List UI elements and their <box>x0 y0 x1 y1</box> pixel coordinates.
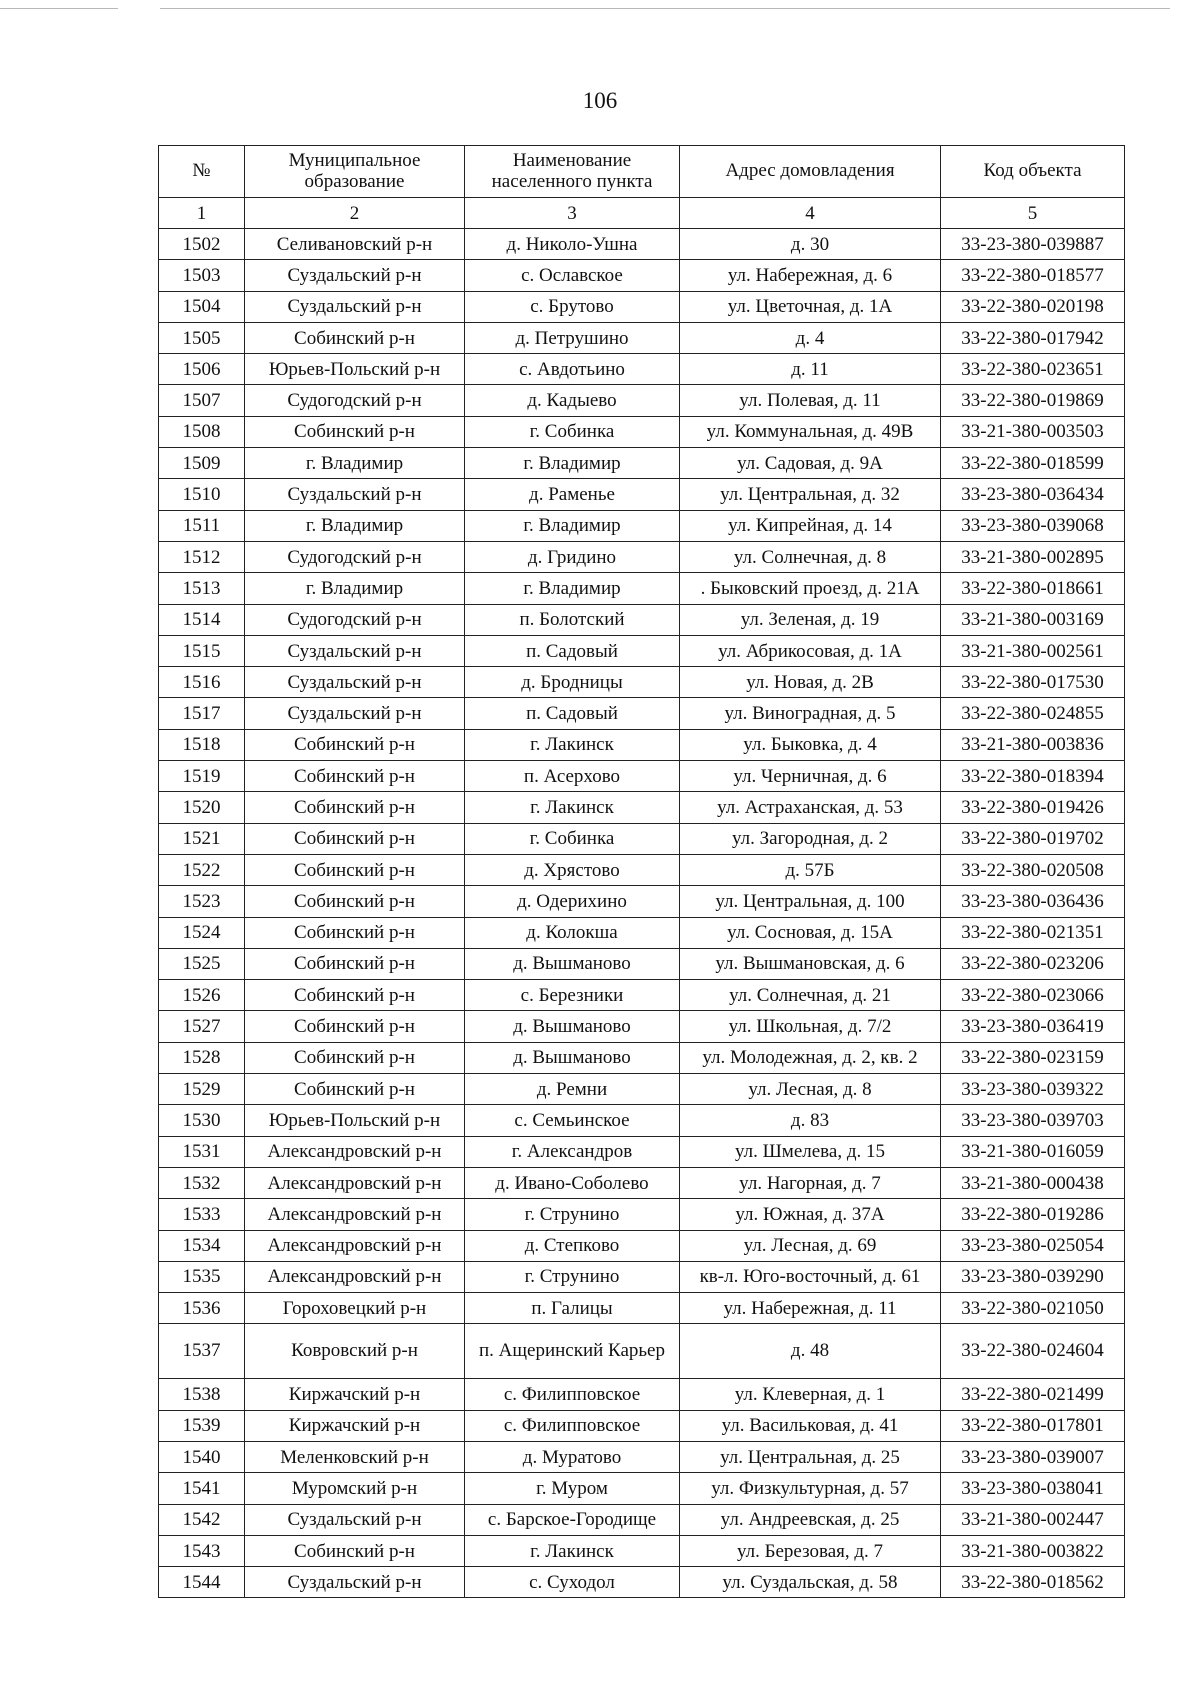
cell-address: ул. Кипрейная, д. 14 <box>680 510 941 541</box>
cell-settlement: г. Владимир <box>465 573 680 604</box>
cell-object-code: 33-21-380-003836 <box>941 729 1125 760</box>
cell-municipality: Александровский р-н <box>245 1261 465 1292</box>
cell-number: 1526 <box>159 980 245 1011</box>
table-header-row <box>159 146 1125 198</box>
cell-object-code: 33-22-380-018599 <box>941 448 1125 479</box>
cell-object-code: 33-23-380-039290 <box>941 1261 1125 1292</box>
cell-number: 1538 <box>159 1379 245 1410</box>
table-row <box>159 1167 1125 1198</box>
page-number: 106 <box>582 88 618 113</box>
header-object-code: Код объекта <box>941 146 1125 198</box>
table-row <box>159 1074 1125 1105</box>
cell-municipality: Суздальский р-н <box>245 1567 465 1598</box>
scan-edge-line <box>0 8 118 9</box>
table-row <box>159 823 1125 854</box>
cell-municipality: Селивановский р-н <box>245 229 465 260</box>
cell-number: 1519 <box>159 761 245 792</box>
cell-municipality: Собинский р-н <box>245 322 465 353</box>
cell-address: ул. Южная, д. 37А <box>680 1199 941 1230</box>
cell-number: 1503 <box>159 260 245 291</box>
cell-object-code: 33-21-380-002561 <box>941 635 1125 666</box>
cell-address: ул. Набережная, д. 11 <box>680 1293 941 1324</box>
cell-address: ул. Зеленая, д. 19 <box>680 604 941 635</box>
cell-number: 1542 <box>159 1504 245 1535</box>
column-number: 4 <box>680 198 941 229</box>
table-row <box>159 980 1125 1011</box>
cell-object-code: 33-22-380-021351 <box>941 917 1125 948</box>
table-row <box>159 448 1125 479</box>
cell-object-code: 33-22-380-019869 <box>941 385 1125 416</box>
cell-number: 1520 <box>159 792 245 823</box>
cell-address: ул. Абрикосовая, д. 1А <box>680 635 941 666</box>
cell-number: 1534 <box>159 1230 245 1261</box>
cell-settlement: д. Муратово <box>465 1441 680 1472</box>
cell-address: ул. Нагорная, д. 7 <box>680 1167 941 1198</box>
cell-object-code: 33-23-380-039068 <box>941 510 1125 541</box>
cell-settlement: г. Владимир <box>465 448 680 479</box>
column-number: 1 <box>159 198 245 229</box>
cell-address: ул. Андреевская, д. 25 <box>680 1504 941 1535</box>
column-number: 2 <box>245 198 465 229</box>
cell-address: ул. Вышмановская, д. 6 <box>680 948 941 979</box>
cell-municipality: Александровский р-н <box>245 1199 465 1230</box>
cell-address: ул. Садовая, д. 9А <box>680 448 941 479</box>
cell-settlement: д. Ивано-Соболево <box>465 1167 680 1198</box>
cell-object-code: 33-22-380-017530 <box>941 667 1125 698</box>
cell-settlement: г. Струнино <box>465 1199 680 1230</box>
cell-address: . Быковский проезд, д. 21А <box>680 573 941 604</box>
cell-number: 1522 <box>159 854 245 885</box>
cell-municipality: Собинский р-н <box>245 792 465 823</box>
cell-address: д. 11 <box>680 354 941 385</box>
cell-object-code: 33-21-380-003822 <box>941 1535 1125 1566</box>
cell-address: ул. Солнечная, д. 21 <box>680 980 941 1011</box>
table-row <box>159 886 1125 917</box>
cell-settlement: д. Гридино <box>465 541 680 572</box>
cell-address: ул. Физкультурная, д. 57 <box>680 1473 941 1504</box>
table-row <box>159 573 1125 604</box>
header-municipality: Муниципальное образование <box>245 146 465 198</box>
cell-object-code: 33-21-380-016059 <box>941 1136 1125 1167</box>
cell-municipality: Ковровский р-н <box>245 1324 465 1379</box>
cell-number: 1518 <box>159 729 245 760</box>
table-row <box>159 1473 1125 1504</box>
cell-address: ул. Молодежная, д. 2, кв. 2 <box>680 1042 941 1073</box>
cell-settlement: д. Кадыево <box>465 385 680 416</box>
cell-number: 1531 <box>159 1136 245 1167</box>
cell-number: 1535 <box>159 1261 245 1292</box>
cell-settlement: д. Колокша <box>465 917 680 948</box>
cell-municipality: Судогодский р-н <box>245 385 465 416</box>
cell-number: 1528 <box>159 1042 245 1073</box>
table-body <box>159 229 1125 1598</box>
table-row <box>159 948 1125 979</box>
table-row <box>159 1261 1125 1292</box>
cell-municipality: Суздальский р-н <box>245 291 465 322</box>
cell-number: 1537 <box>159 1324 245 1379</box>
cell-object-code: 33-23-380-039322 <box>941 1074 1125 1105</box>
table-row <box>159 635 1125 666</box>
table-row <box>159 1504 1125 1535</box>
cell-municipality: Собинский р-н <box>245 917 465 948</box>
cell-object-code: 33-22-380-023159 <box>941 1042 1125 1073</box>
header-number: № <box>159 146 245 198</box>
table-row <box>159 792 1125 823</box>
table-row <box>159 761 1125 792</box>
cell-object-code: 33-22-380-017801 <box>941 1410 1125 1441</box>
cell-municipality: Киржачский р-н <box>245 1379 465 1410</box>
column-number: 5 <box>941 198 1125 229</box>
cell-municipality: Собинский р-н <box>245 761 465 792</box>
cell-object-code: 33-22-380-018562 <box>941 1567 1125 1598</box>
cell-number: 1525 <box>159 948 245 979</box>
cell-address: д. 4 <box>680 322 941 353</box>
cell-object-code: 33-22-380-019286 <box>941 1199 1125 1230</box>
cell-address: ул. Быковка, д. 4 <box>680 729 941 760</box>
cell-municipality: г. Владимир <box>245 510 465 541</box>
cell-address: ул. Солнечная, д. 8 <box>680 541 941 572</box>
cell-address: ул. Центральная, д. 32 <box>680 479 941 510</box>
table-row <box>159 1535 1125 1566</box>
cell-settlement: г. Лакинск <box>465 729 680 760</box>
cell-number: 1536 <box>159 1293 245 1324</box>
cell-municipality: Киржачский р-н <box>245 1410 465 1441</box>
cell-number: 1540 <box>159 1441 245 1472</box>
cell-object-code: 33-23-380-025054 <box>941 1230 1125 1261</box>
table-row <box>159 260 1125 291</box>
cell-object-code: 33-21-380-000438 <box>941 1167 1125 1198</box>
cell-settlement: г. Муром <box>465 1473 680 1504</box>
table-row <box>159 1199 1125 1230</box>
cell-number: 1508 <box>159 416 245 447</box>
cell-municipality: Александровский р-н <box>245 1136 465 1167</box>
cell-municipality: Муромский р-н <box>245 1473 465 1504</box>
cell-number: 1541 <box>159 1473 245 1504</box>
scan-edge-line <box>370 8 1170 9</box>
cell-municipality: Суздальский р-н <box>245 635 465 666</box>
table-row <box>159 604 1125 635</box>
cell-object-code: 33-22-380-020198 <box>941 291 1125 322</box>
cell-address: ул. Шмелева, д. 15 <box>680 1136 941 1167</box>
cell-address: кв-л. Юго-восточный, д. 61 <box>680 1261 941 1292</box>
table-row <box>159 1379 1125 1410</box>
cell-address: ул. Суздальская, д. 58 <box>680 1567 941 1598</box>
cell-object-code: 33-21-380-003169 <box>941 604 1125 635</box>
cell-number: 1513 <box>159 573 245 604</box>
cell-settlement: с. Авдотьино <box>465 354 680 385</box>
cell-object-code: 33-22-380-018394 <box>941 761 1125 792</box>
table-row <box>159 479 1125 510</box>
cell-number: 1530 <box>159 1105 245 1136</box>
cell-object-code: 33-22-380-019702 <box>941 823 1125 854</box>
table-row <box>159 416 1125 447</box>
cell-settlement: п. Галицы <box>465 1293 680 1324</box>
cell-settlement: п. Ащеринский Карьер <box>465 1324 680 1379</box>
cell-municipality: Собинский р-н <box>245 886 465 917</box>
cell-settlement: д. Ремни <box>465 1074 680 1105</box>
header-address: Адрес домовладения <box>680 146 941 198</box>
cell-object-code: 33-22-380-019426 <box>941 792 1125 823</box>
cell-settlement: с. Филипповское <box>465 1379 680 1410</box>
cell-settlement: с. Барское-Городище <box>465 1504 680 1535</box>
scan-edge-line <box>160 8 400 9</box>
cell-number: 1523 <box>159 886 245 917</box>
cell-settlement: г. Владимир <box>465 510 680 541</box>
table-row <box>159 1567 1125 1598</box>
cell-object-code: 33-21-380-002895 <box>941 541 1125 572</box>
cell-municipality: Собинский р-н <box>245 980 465 1011</box>
table-row <box>159 854 1125 885</box>
cell-municipality: Юрьев-Польский р-н <box>245 354 465 385</box>
table-row <box>159 510 1125 541</box>
cell-settlement: д. Вышманово <box>465 948 680 979</box>
cell-number: 1539 <box>159 1410 245 1441</box>
table-row <box>159 385 1125 416</box>
cell-object-code: 33-22-380-021050 <box>941 1293 1125 1324</box>
table-row <box>159 698 1125 729</box>
cell-object-code: 33-23-380-039007 <box>941 1441 1125 1472</box>
cell-object-code: 33-23-380-036436 <box>941 886 1125 917</box>
cell-address: ул. Загородная, д. 2 <box>680 823 941 854</box>
table-row <box>159 1324 1125 1379</box>
cell-number: 1521 <box>159 823 245 854</box>
table-row <box>159 1105 1125 1136</box>
cell-settlement: д. Вышманово <box>465 1042 680 1073</box>
cell-municipality: Судогодский р-н <box>245 604 465 635</box>
table-row <box>159 354 1125 385</box>
cell-address: ул. Черничная, д. 6 <box>680 761 941 792</box>
cell-settlement: п. Болотский <box>465 604 680 635</box>
cell-number: 1516 <box>159 667 245 698</box>
cell-number: 1502 <box>159 229 245 260</box>
table-row <box>159 1136 1125 1167</box>
cell-settlement: д. Николо-Ушна <box>465 229 680 260</box>
header-settlement: Наименование населенного пункта <box>465 146 680 198</box>
cell-address: ул. Центральная, д. 25 <box>680 1441 941 1472</box>
cell-number: 1543 <box>159 1535 245 1566</box>
table-row <box>159 541 1125 572</box>
cell-object-code: 33-23-380-039703 <box>941 1105 1125 1136</box>
cell-settlement: с. Суходол <box>465 1567 680 1598</box>
cell-number: 1517 <box>159 698 245 729</box>
cell-municipality: Собинский р-н <box>245 1074 465 1105</box>
cell-object-code: 33-22-380-023066 <box>941 980 1125 1011</box>
cell-municipality: г. Владимир <box>245 573 465 604</box>
cell-settlement: д. Хрястово <box>465 854 680 885</box>
cell-address: ул. Клеверная, д. 1 <box>680 1379 941 1410</box>
cell-address: ул. Лесная, д. 8 <box>680 1074 941 1105</box>
cell-number: 1504 <box>159 291 245 322</box>
cell-settlement: г. Струнино <box>465 1261 680 1292</box>
cell-settlement: г. Лакинск <box>465 1535 680 1566</box>
cell-number: 1532 <box>159 1167 245 1198</box>
column-number-row <box>159 198 1125 229</box>
cell-settlement: д. Бродницы <box>465 667 680 698</box>
cell-number: 1505 <box>159 322 245 353</box>
cell-object-code: 33-21-380-003503 <box>941 416 1125 447</box>
cell-municipality: Суздальский р-н <box>245 479 465 510</box>
cell-municipality: Собинский р-н <box>245 948 465 979</box>
table-row <box>159 1042 1125 1073</box>
cell-number: 1509 <box>159 448 245 479</box>
cell-number: 1512 <box>159 541 245 572</box>
cell-municipality: Собинский р-н <box>245 416 465 447</box>
table-row <box>159 917 1125 948</box>
cell-settlement: п. Садовый <box>465 635 680 666</box>
cell-number: 1533 <box>159 1199 245 1230</box>
cell-settlement: д. Одерихино <box>465 886 680 917</box>
cell-settlement: с. Березники <box>465 980 680 1011</box>
cell-settlement: г. Собинка <box>465 823 680 854</box>
cell-municipality: Гороховецкий р-н <box>245 1293 465 1324</box>
cell-municipality: Суздальский р-н <box>245 667 465 698</box>
cell-object-code: 33-23-380-038041 <box>941 1473 1125 1504</box>
households-table <box>158 145 1125 1598</box>
cell-number: 1524 <box>159 917 245 948</box>
cell-settlement: п. Садовый <box>465 698 680 729</box>
cell-settlement: с. Ославское <box>465 260 680 291</box>
cell-municipality: Собинский р-н <box>245 729 465 760</box>
table-row <box>159 1410 1125 1441</box>
cell-municipality: Собинский р-н <box>245 1535 465 1566</box>
table-row <box>159 667 1125 698</box>
cell-settlement: д. Петрушино <box>465 322 680 353</box>
table-row <box>159 291 1125 322</box>
cell-municipality: Суздальский р-н <box>245 1504 465 1535</box>
cell-object-code: 33-22-380-023206 <box>941 948 1125 979</box>
cell-address: д. 48 <box>680 1324 941 1379</box>
cell-address: д. 30 <box>680 229 941 260</box>
cell-address: ул. Новая, д. 2В <box>680 667 941 698</box>
cell-address: д. 83 <box>680 1105 941 1136</box>
cell-address: ул. Коммунальная, д. 49В <box>680 416 941 447</box>
cell-address: ул. Васильковая, д. 41 <box>680 1410 941 1441</box>
cell-municipality: Александровский р-н <box>245 1167 465 1198</box>
cell-address: ул. Сосновая, д. 15А <box>680 917 941 948</box>
cell-address: ул. Лесная, д. 69 <box>680 1230 941 1261</box>
cell-municipality: Суздальский р-н <box>245 698 465 729</box>
cell-address: ул. Набережная, д. 6 <box>680 260 941 291</box>
table-row <box>159 1293 1125 1324</box>
cell-number: 1506 <box>159 354 245 385</box>
cell-object-code: 33-22-380-018577 <box>941 260 1125 291</box>
cell-number: 1514 <box>159 604 245 635</box>
cell-number: 1507 <box>159 385 245 416</box>
cell-settlement: с. Брутово <box>465 291 680 322</box>
cell-object-code: 33-22-380-024604 <box>941 1324 1125 1379</box>
cell-settlement: д. Вышманово <box>465 1011 680 1042</box>
cell-address: д. 57Б <box>680 854 941 885</box>
cell-municipality: Суздальский р-н <box>245 260 465 291</box>
table-row <box>159 1230 1125 1261</box>
cell-address: ул. Школьная, д. 7/2 <box>680 1011 941 1042</box>
cell-municipality: Собинский р-н <box>245 1042 465 1073</box>
cell-municipality: Юрьев-Польский р-н <box>245 1105 465 1136</box>
cell-address: ул. Виноградная, д. 5 <box>680 698 941 729</box>
cell-number: 1515 <box>159 635 245 666</box>
cell-municipality: Судогодский р-н <box>245 541 465 572</box>
cell-object-code: 33-22-380-021499 <box>941 1379 1125 1410</box>
cell-number: 1510 <box>159 479 245 510</box>
cell-settlement: г. Александров <box>465 1136 680 1167</box>
cell-address: ул. Астраханская, д. 53 <box>680 792 941 823</box>
cell-number: 1544 <box>159 1567 245 1598</box>
cell-settlement: с. Филипповское <box>465 1410 680 1441</box>
cell-address: ул. Полевая, д. 11 <box>680 385 941 416</box>
cell-address: ул. Березовая, д. 7 <box>680 1535 941 1566</box>
column-number: 3 <box>465 198 680 229</box>
cell-municipality: Собинский р-н <box>245 823 465 854</box>
cell-number: 1527 <box>159 1011 245 1042</box>
cell-object-code: 33-22-380-023651 <box>941 354 1125 385</box>
cell-settlement: с. Семьинское <box>465 1105 680 1136</box>
cell-settlement: г. Собинка <box>465 416 680 447</box>
cell-object-code: 33-21-380-002447 <box>941 1504 1125 1535</box>
cell-object-code: 33-22-380-017942 <box>941 322 1125 353</box>
cell-settlement: д. Степково <box>465 1230 680 1261</box>
cell-municipality: Собинский р-н <box>245 1011 465 1042</box>
cell-object-code: 33-23-380-036434 <box>941 479 1125 510</box>
table-row <box>159 322 1125 353</box>
cell-object-code: 33-23-380-036419 <box>941 1011 1125 1042</box>
cell-settlement: г. Лакинск <box>465 792 680 823</box>
cell-municipality: Александровский р-н <box>245 1230 465 1261</box>
cell-number: 1511 <box>159 510 245 541</box>
cell-settlement: д. Раменье <box>465 479 680 510</box>
cell-object-code: 33-22-380-020508 <box>941 854 1125 885</box>
table-row <box>159 1441 1125 1472</box>
cell-address: ул. Центральная, д. 100 <box>680 886 941 917</box>
cell-settlement: п. Асерхово <box>465 761 680 792</box>
cell-municipality: г. Владимир <box>245 448 465 479</box>
cell-object-code: 33-22-380-024855 <box>941 698 1125 729</box>
cell-address: ул. Цветочная, д. 1А <box>680 291 941 322</box>
table-row <box>159 1011 1125 1042</box>
cell-number: 1529 <box>159 1074 245 1105</box>
cell-municipality: Меленковский р-н <box>245 1441 465 1472</box>
cell-object-code: 33-23-380-039887 <box>941 229 1125 260</box>
cell-municipality: Собинский р-н <box>245 854 465 885</box>
cell-object-code: 33-22-380-018661 <box>941 573 1125 604</box>
table-row <box>159 229 1125 260</box>
table-row <box>159 729 1125 760</box>
